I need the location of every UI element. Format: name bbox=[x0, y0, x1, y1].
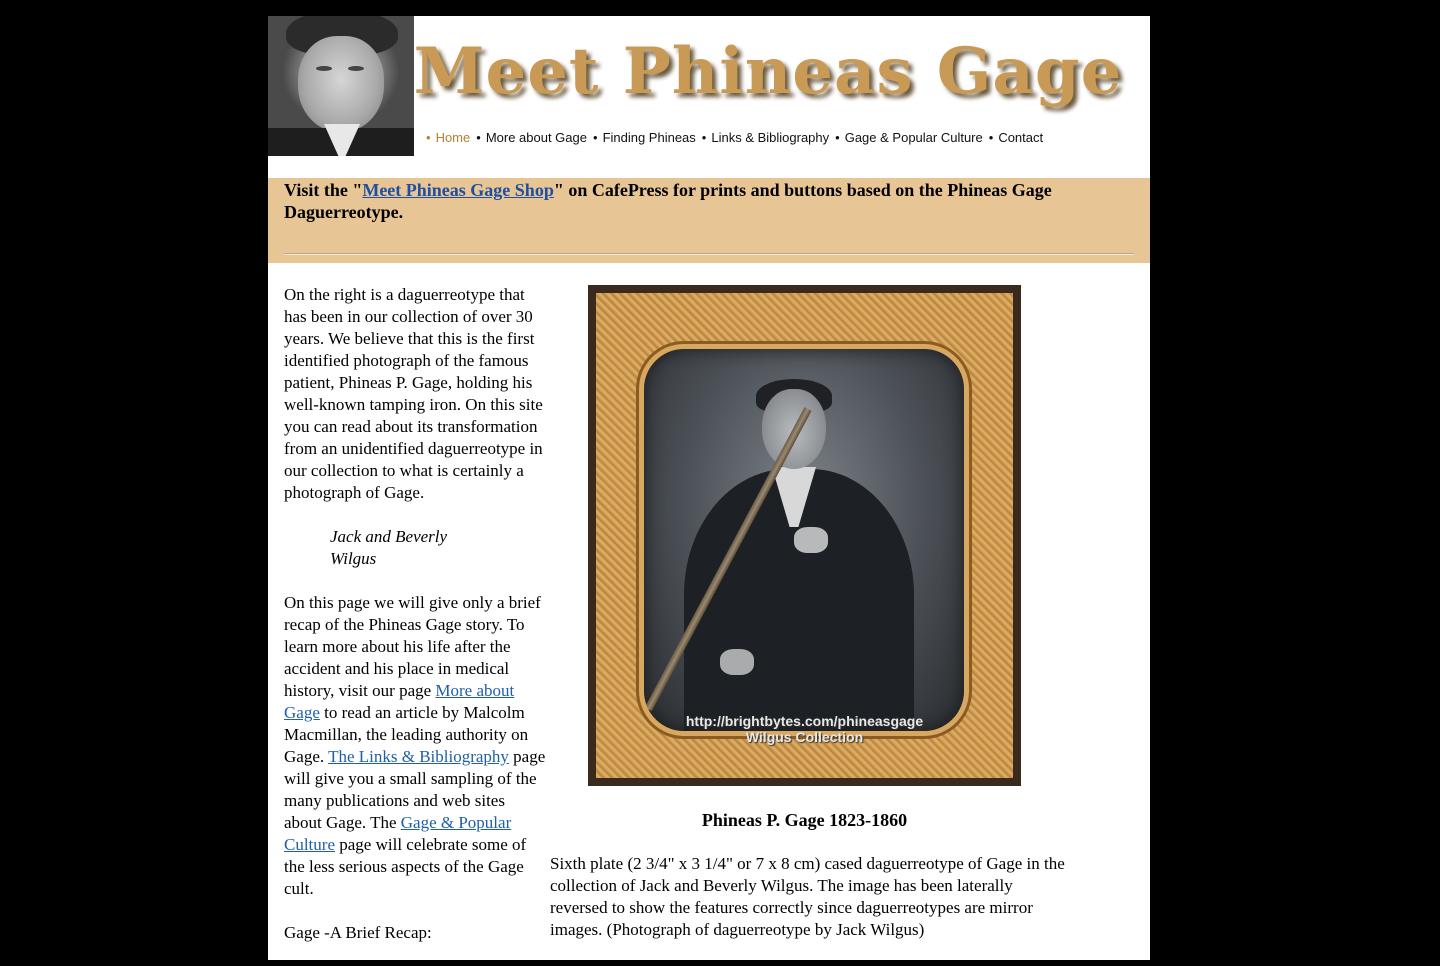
nav-label: Gage & Popular Culture bbox=[844, 130, 983, 145]
bullet-icon: • bbox=[426, 130, 431, 145]
portrait-eye bbox=[316, 66, 332, 71]
bullet-icon: • bbox=[988, 130, 994, 145]
nav-label: Links & Bibliography bbox=[711, 130, 830, 145]
daguerreotype-plate bbox=[644, 349, 964, 731]
nav-item-gage-popular-culture[interactable] bbox=[835, 130, 983, 145]
site-title-logo: Meet Phineas Gage bbox=[413, 34, 1123, 109]
figure-hand bbox=[794, 527, 828, 553]
section-heading: Gage -A Brief Recap: bbox=[284, 923, 432, 942]
photo-caption: Phineas P. Gage 1823-1860 bbox=[701, 810, 908, 830]
nav-label: Home bbox=[435, 130, 471, 145]
bullet-icon: • bbox=[593, 130, 598, 145]
watermark-url: http://brightbytes.com/phineasgage bbox=[685, 713, 924, 729]
nav-label: Finding Phineas bbox=[602, 130, 696, 145]
promo-divider bbox=[284, 253, 1134, 255]
recap-paragraph bbox=[284, 592, 546, 900]
nav-item-home[interactable] bbox=[426, 130, 470, 145]
nav-item-more-about-gage[interactable] bbox=[476, 130, 587, 145]
bullet-icon: • bbox=[701, 130, 707, 145]
recap-text: page will give you a small sampling of the many publications and web sites about Gage. The bbox=[284, 747, 546, 832]
left-column bbox=[284, 284, 546, 966]
photo-description: Sixth plate (2 3/4" x 3 1/4" or 7 x 8 cm) cased daguerreotype of Gage in the collection of Jack and Beverly Wilgus. The image has been laterally reversed to show the features correctly since daguerreotypes are mirror images. (Photograph of daguerreotype by Jack Wilgus) bbox=[550, 854, 1065, 939]
recap-text: to read an article by Malcolm Macmillan, the leading authority on Gage. bbox=[284, 703, 529, 766]
recap-text: On this page we will give only a brief recap of the Phineas Gage story. To learn more about his life after the accident and his place in medical history, visit our page bbox=[284, 593, 541, 700]
bullet-icon: • bbox=[476, 130, 481, 145]
intro-paragraph: On the right is a daguerreotype that has been in our collection of over 30 years. We believe that this is the first identified photograph of the famous patient, Phineas P. Gage, holding his well-known tamping iron. On this site you can read about its transformation from an unidentified daguerreotype in our collection to what is certainly a photograph of Gage. bbox=[284, 285, 543, 502]
nav-label: Contact bbox=[998, 130, 1044, 145]
figure-hand bbox=[720, 649, 754, 675]
image-watermark bbox=[588, 713, 1021, 745]
promo-banner bbox=[268, 178, 1150, 263]
nav-label: More about Gage bbox=[485, 130, 587, 145]
signature bbox=[330, 526, 480, 570]
signature-line: Wilgus bbox=[330, 549, 377, 568]
nav-item-finding-phineas[interactable] bbox=[593, 130, 696, 145]
bullet-icon: • bbox=[835, 130, 840, 145]
signature-line: Jack and Beverly bbox=[330, 527, 448, 546]
promo-prefix: Visit the " bbox=[284, 180, 363, 200]
links-bibliography-link[interactable]: The Links & Bibliography bbox=[328, 747, 509, 766]
promo-text bbox=[284, 179, 1104, 223]
daguerreotype-image bbox=[588, 285, 1021, 786]
portrait-face bbox=[298, 36, 384, 132]
nav-item-contact[interactable] bbox=[989, 130, 1043, 145]
main-nav bbox=[426, 130, 1146, 145]
promo-suffix: " on CafePress for prints and buttons based on the Phineas Gage Daguerreotype. bbox=[284, 180, 1052, 222]
brass-mat bbox=[596, 293, 1013, 778]
portrait-eye bbox=[348, 66, 364, 71]
nav-item-links-bibliography[interactable] bbox=[702, 130, 829, 145]
site-header bbox=[268, 16, 1150, 156]
page-container bbox=[268, 16, 1150, 960]
watermark-credit: Wilgus Collection bbox=[745, 729, 864, 745]
shop-link[interactable]: Meet Phineas Gage Shop bbox=[362, 180, 554, 200]
more-about-gage-link[interactable]: More about Gage bbox=[284, 681, 515, 722]
recap-text: page will celebrate some of the less serious aspects of the Gage cult. bbox=[284, 835, 527, 898]
popular-culture-link[interactable]: Gage & Popular Culture bbox=[284, 813, 512, 854]
